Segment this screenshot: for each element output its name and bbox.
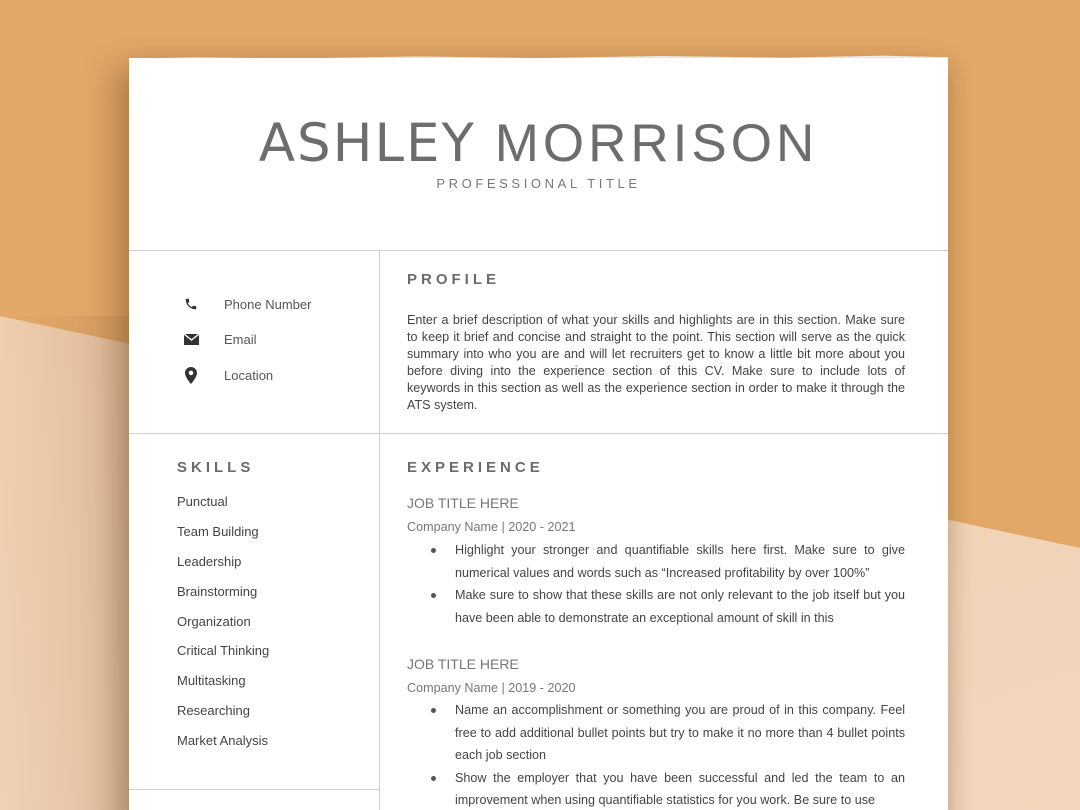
professional-title: PROFESSIONAL TITLE — [436, 176, 641, 191]
company-dates: Company Name | 2020 - 2021 — [407, 520, 576, 534]
first-name: ASHLEY — [258, 113, 476, 174]
location-icon — [181, 365, 201, 385]
header-divider — [129, 250, 948, 251]
job-bullets — [429, 539, 905, 629]
skill-item: Researching — [177, 703, 250, 719]
experience-heading: EXPERIENCE — [407, 459, 544, 476]
skill-item: Organization — [177, 613, 251, 629]
company-dates: Company Name | 2019 - 2020 — [407, 681, 576, 695]
contact-email — [181, 329, 257, 349]
sidebar-bottom-divider — [129, 789, 379, 790]
bullet-item: Show the employer that you have been successful and led the team to an improvement when using quantifiable statistics for you work. Be sure to use — [429, 767, 905, 810]
skills-list — [177, 494, 269, 763]
email-label: Email — [224, 331, 257, 347]
section-divider — [129, 433, 948, 434]
bullet-item: Make sure to show that these skills are not only relevant to the job itself but you have been able to demonstrate an exceptional amount of skill in this — [429, 584, 905, 629]
contact-location — [181, 365, 273, 385]
bullet-item: Name an accomplishment or something you are proud of in this company. Feel free to add additional bullet points but try to make it no more than 4 bullet points each job section — [429, 699, 905, 767]
last-name: MORRISON — [494, 114, 819, 173]
resume-name — [129, 114, 948, 174]
skill-item: Leadership — [177, 553, 242, 569]
skill-item: Team Building — [177, 523, 259, 539]
phone-icon — [181, 294, 201, 314]
profile-text: Enter a brief description of what your skills and highlights are in this section. Make sure to keep it brief and concise and straight to the point. This section will serve as the quick summary into who you are and will let recruiters get to know a little bit more about you before diving into the experience section of this CV. Make sure to include lots of keywords in this section as well as the experience section in order to make it through the ATS system. — [407, 313, 905, 412]
skill-item: Punctual — [177, 494, 228, 509]
contact-phone — [181, 294, 311, 314]
skill-item: Multitasking — [177, 673, 246, 689]
skills-heading: SKILLS — [177, 459, 255, 476]
bullet-item: Highlight your stronger and quantifiable skills here first. Make sure to give numerical values and words such as “Increased profitability by over 100%” — [429, 539, 905, 584]
phone-label: Phone Number — [224, 296, 312, 312]
column-divider — [379, 250, 380, 810]
background-shadow — [0, 316, 140, 810]
resume-page — [129, 58, 948, 810]
skill-item: Critical Thinking — [177, 643, 270, 659]
profile-heading: PROFILE — [407, 271, 501, 288]
job-title: JOB TITLE HERE — [407, 656, 519, 672]
skill-item: Brainstorming — [177, 583, 258, 599]
job-title: JOB TITLE HERE — [407, 495, 519, 511]
job-bullets — [429, 699, 905, 810]
location-label: Location — [224, 367, 274, 383]
skill-item: Market Analysis — [177, 733, 269, 749]
email-icon — [181, 329, 201, 349]
